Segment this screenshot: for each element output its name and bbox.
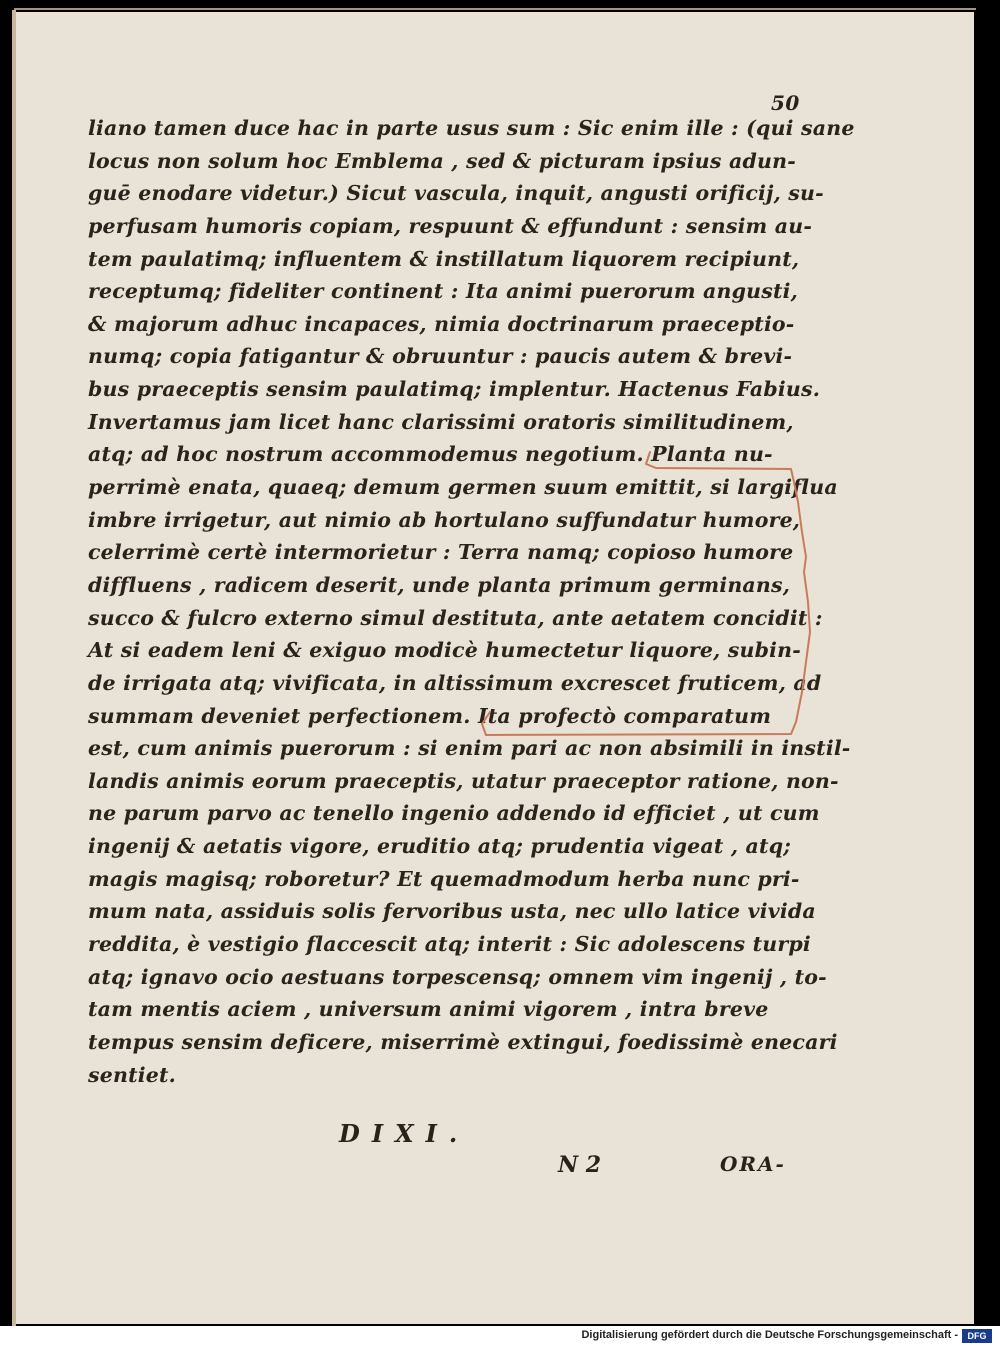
text-line: celerrimè certè intermorietur : Terra namq; copioso humore xyxy=(88,540,794,565)
text-line: diffluens , radicem deserit, unde planta primum germinans, xyxy=(88,572,791,597)
text-line: est, cum animis puerorum : si enim pari ac non absimili in instil- xyxy=(88,736,851,761)
funding-notice: Digitalisierung gefördert durch die Deutsche Forschungsgemeinschaft - xyxy=(581,1329,958,1341)
page-number: 50 xyxy=(771,91,800,115)
text-line: sentiet. xyxy=(88,1062,176,1087)
text-line: de irrigata atq; vivificata, in altissimum excrescet fruticem, ad xyxy=(88,670,822,695)
text-line: magis magisq; roboretur? Et quemadmodum herba nunc pri- xyxy=(88,866,800,891)
text-line: locus non solum hoc Emblema , sed & picturam ipsius adun- xyxy=(88,148,796,173)
dfg-logo: DFG xyxy=(962,1329,992,1343)
text-line: atq; ignavo ocio aestuans torpescensq; omnem vim ingenij , to- xyxy=(88,964,827,989)
text-line: atq; ad hoc nostrum accommodemus negotium. Planta nu- xyxy=(88,442,773,467)
text-line: summam deveniet perfectionem. Ita profectò comparatum xyxy=(88,703,772,728)
text-line: imbre irrigetur, aut nimio ab hortulano suffundatur humore, xyxy=(88,507,801,532)
text-line: perfusam humoris copiam, respuunt & effundunt : sensim au- xyxy=(88,213,813,238)
text-line: mum nata, assiduis solis fervoribus usta, nec ullo latice vivida xyxy=(88,899,816,924)
closing-word: DIXI. xyxy=(339,1119,470,1148)
text-line: At si eadem leni & exiguo modicè humectetur liquore, subin- xyxy=(88,638,801,663)
footer-bar xyxy=(0,1326,1000,1346)
body-text xyxy=(88,112,855,1091)
text-line: ne parum parvo ac tenello ingenio addendo id efficiet , ut cum xyxy=(88,801,820,826)
text-line: guē enodare videtur.) Sicut vascula, inquit, angusti orificij, su- xyxy=(88,181,824,206)
text-line: reddita, è vestigio flaccescit atq; interit : Sic adolescens turpi xyxy=(88,932,811,957)
text-line: ingenij & aetatis vigore, eruditio atq; prudentia vigeat , atq; xyxy=(88,834,792,859)
text-line: & majorum adhuc incapaces, nimia doctrinarum praeceptio- xyxy=(88,311,795,336)
text-line: tem paulatimq; influentem & instillatum liquorem recipiunt, xyxy=(88,246,800,271)
text-line: perrimè enata, quaeq; demum germen suum emittit, si largiflua xyxy=(88,475,838,500)
text-line: tempus sensim deficere, miserrimè extingui, foedissimè enecari xyxy=(88,1029,838,1054)
catchword: ORA- xyxy=(720,1152,786,1176)
text-line: Invertamus jam licet hanc clarissimi oratoris similitudinem, xyxy=(88,409,794,434)
book-spine-edge xyxy=(14,8,976,10)
text-line: receptumq; fideliter continent : Ita animi puerorum angusti, xyxy=(88,279,799,304)
text-line: numq; copia fatigantur & obruuntur : paucis autem & brevi- xyxy=(88,344,793,369)
text-line: succo & fulcro externo simul destituta, ante aetatem concidit : xyxy=(88,605,823,630)
text-line: tam mentis aciem , universum animi vigorem , intra breve xyxy=(88,997,769,1022)
text-line: bus praeceptis sensim paulatimq; implentur. Hactenus Fabius. xyxy=(88,377,821,402)
signature-mark: N 2 xyxy=(558,1152,602,1178)
book-page xyxy=(16,12,974,1324)
text-line: landis animis eorum praeceptis, utatur praeceptor ratione, non- xyxy=(88,768,839,793)
text-line: liano tamen duce hac in parte usus sum : Sic enim ille : (qui sane xyxy=(88,116,855,140)
